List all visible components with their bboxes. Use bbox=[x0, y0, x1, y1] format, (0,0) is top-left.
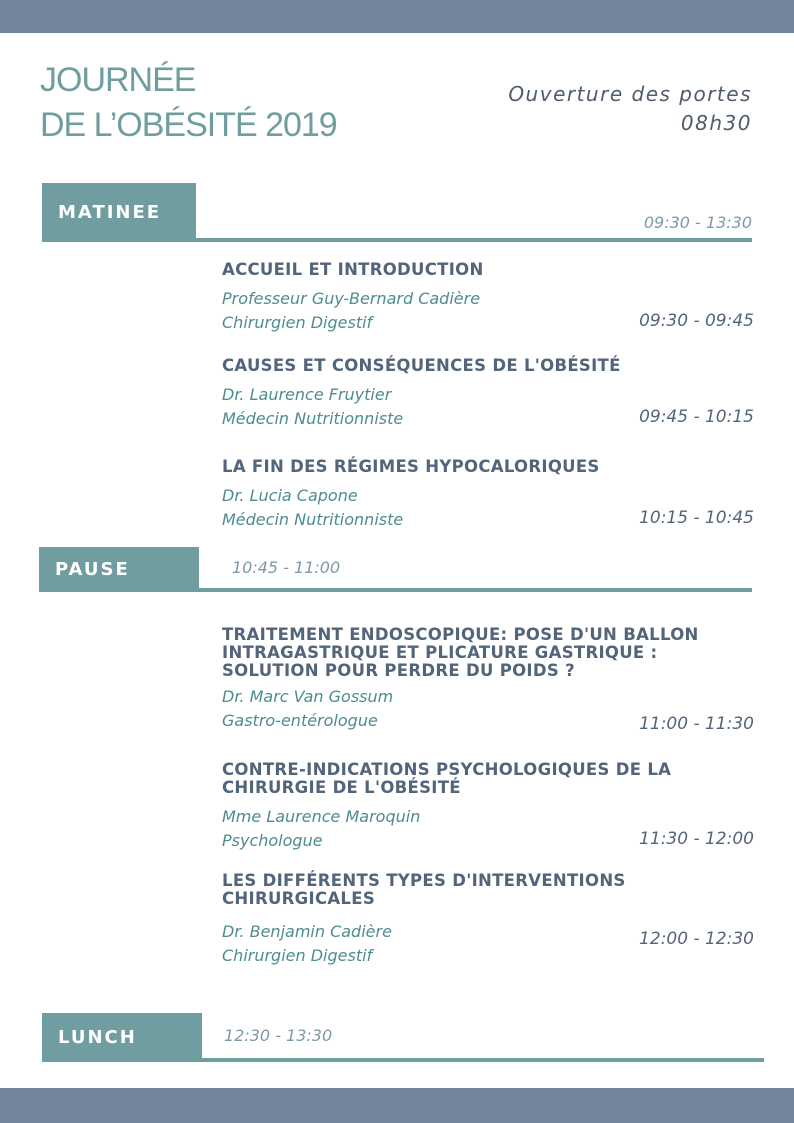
talk-item bbox=[222, 357, 754, 437]
talk-time: 12:00 - 12:30 bbox=[639, 929, 754, 949]
doors-label: Ouverture des portes bbox=[508, 82, 752, 106]
doors-time: 08h30 bbox=[680, 111, 752, 135]
section-pause-text: PAUSE bbox=[55, 559, 130, 580]
talk-role: Médecin Nutritionniste bbox=[222, 510, 404, 529]
talk-speaker: Mme Laurence Maroquin bbox=[222, 807, 421, 826]
talk-title: LA FIN DES RÉGIMES HYPOCALORIQUES bbox=[222, 457, 600, 476]
section-lunch-line bbox=[42, 1058, 764, 1062]
section-lunch-text: LUNCH bbox=[58, 1026, 137, 1048]
talk-speaker: Dr. Laurence Fruytier bbox=[222, 385, 392, 404]
section-lunch-label bbox=[42, 1013, 202, 1061]
section-pause-time: 10:45 - 11:00 bbox=[232, 558, 341, 577]
section-lunch-time: 12:30 - 13:30 bbox=[224, 1026, 333, 1045]
talk-item bbox=[222, 761, 754, 856]
talk-item bbox=[222, 626, 754, 741]
talk-speaker: Dr. Marc Van Gossum bbox=[222, 687, 394, 706]
talk-role: Chirurgien Digestif bbox=[222, 313, 373, 332]
section-pause-line bbox=[39, 588, 752, 592]
section-matinee-label bbox=[42, 183, 196, 241]
bottom-band bbox=[0, 1088, 794, 1123]
talk-item bbox=[222, 872, 754, 972]
talk-time: 10:15 - 10:45 bbox=[639, 508, 754, 528]
talk-speaker: Professeur Guy-Bernard Cadière bbox=[222, 289, 481, 308]
talk-speaker: Dr. Benjamin Cadière bbox=[222, 922, 392, 941]
talk-item bbox=[222, 458, 754, 538]
talk-role: Gastro-entérologue bbox=[222, 711, 378, 730]
talk-time: 09:45 - 10:15 bbox=[639, 407, 754, 427]
page-title bbox=[40, 58, 337, 148]
section-matinee-time: 09:30 - 13:30 bbox=[643, 213, 752, 232]
talk-time: 11:30 - 12:00 bbox=[639, 829, 754, 849]
doors-opening bbox=[508, 80, 752, 138]
section-matinee-text: MATINEE bbox=[58, 201, 162, 223]
talk-time: 11:00 - 11:30 bbox=[639, 714, 754, 734]
talk-role: Chirurgien Digestif bbox=[222, 946, 373, 965]
talk-title: TRAITEMENT ENDOSCOPIQUE: POSE D'UN BALLON INTRAGASTRIQUE ET PLICATURE GASTRIQUE : SOLUTION POUR PERDRE DU POIDS ? bbox=[222, 625, 699, 680]
talk-item bbox=[222, 261, 754, 341]
talk-role: Psychologue bbox=[222, 831, 323, 850]
section-pause-label bbox=[39, 547, 199, 592]
talk-time: 09:30 - 09:45 bbox=[639, 311, 754, 331]
talk-title: ACCUEIL ET INTRODUCTION bbox=[222, 260, 484, 279]
talk-title: LES DIFFÉRENTS TYPES D'INTERVENTIONS CHIRURGICALES bbox=[222, 871, 626, 908]
section-matinee-line bbox=[42, 238, 752, 242]
talk-speaker: Dr. Lucia Capone bbox=[222, 486, 358, 505]
talk-title: CONTRE-INDICATIONS PSYCHOLOGIQUES DE LA CHIRURGIE DE L'OBÉSITÉ bbox=[222, 760, 672, 797]
title-line-1: JOURNÉE bbox=[40, 61, 196, 99]
talk-title: CAUSES ET CONSÉQUENCES DE L'OBÉSITÉ bbox=[222, 356, 621, 375]
talk-role: Médecin Nutritionniste bbox=[222, 409, 404, 428]
title-line-2: DE L’OBÉSITÉ 2019 bbox=[40, 106, 337, 144]
top-band bbox=[0, 0, 794, 33]
